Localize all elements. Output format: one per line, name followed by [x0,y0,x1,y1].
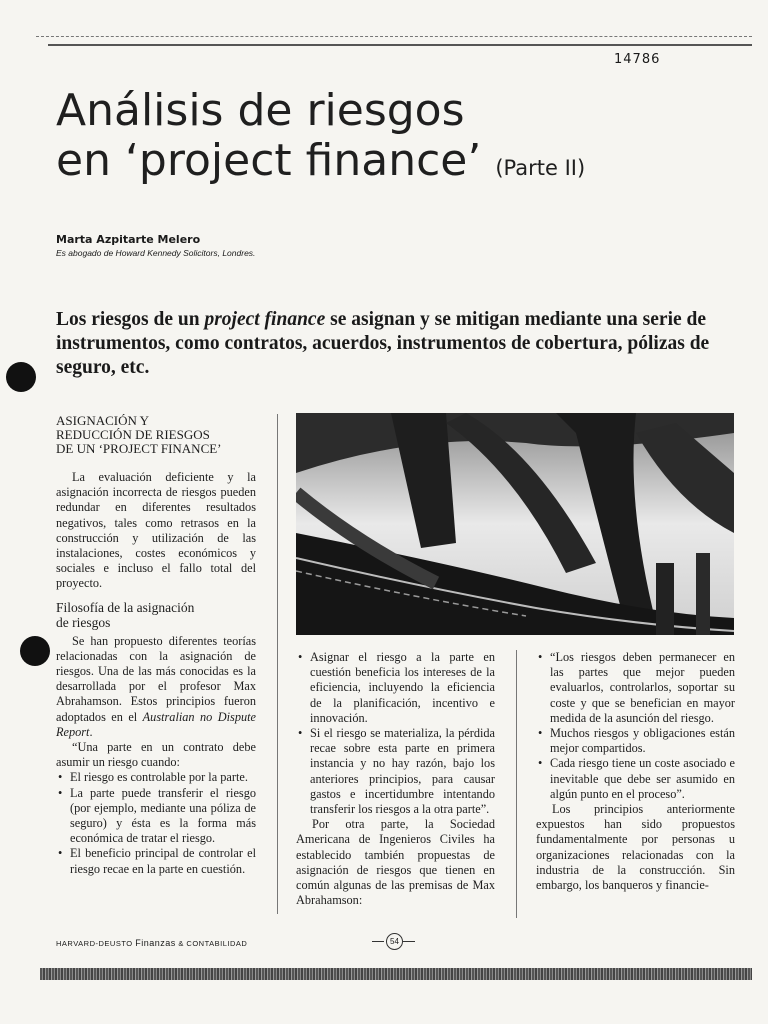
paragraph-theories: Se han propuesto diferentes teorías relacionadas con la asignación de riesgos. Una de las más conocidas es la desarrollada por el profesor Max Abrahamson. Estos principios fueron adoptados en el Australian no Dispute Report. [56,633,256,739]
column-3 [536,650,735,893]
bullet-list-1 [56,770,256,876]
author-note: Es abogado de Howard Kennedy Solicitors, Londres. [56,248,256,258]
paragraph-quote-start: “Una parte en un contrato debe asumir un riesgo cuando: [56,740,256,770]
paragraph-asce: Por otra parte, la Sociedad Americana de Ingenieros Civiles ha establecido también propuestas de asignación de riesgos que tienen en común algunas de las premisas de Max Abrahamson: [296,817,495,908]
bullet-list-3 [536,650,735,802]
list-item: • “Los riesgos deben permanecer en las partes que mejor pueden evaluarlos, controlarlos, soportar su coste y que se benefician en mayor medida de la asunción del riesgo. [536,650,735,726]
lead-paragraph [56,308,726,380]
subheading: Filosofía de la asignación de riesgos [56,599,195,630]
list-item: • La parte puede transferir el riesgo (por ejemplo, mediante una póliza de seguro) y ésta es la forma más económica de tratar el riesgo. [56,786,256,847]
list-item: • Muchos riesgos y obligaciones están mejor compartidos. [536,726,735,756]
footer-magazine: HARVARD-DEUSTO Finanzas & CONTABILIDAD [56,938,248,948]
title-line-2: en ‘project finance’ [56,135,482,186]
column-2 [296,650,495,908]
bridge-photo-graphic [296,413,734,635]
list-item: • Asignar el riesgo a la parte en cuestión beneficia los intereses de la eficiencia, incluyendo la eficiencia de la planificación, incentivo e innovación. [296,650,495,726]
list-item: • Si el riesgo se materializa, la pérdida recae sobre esta parte en primera instancia y no hay razón, bajo los anteriores principios, para causar gastos e incertidumbre intentando transferir los riesgos a la otra parte”. [296,726,495,817]
article-title [56,86,585,193]
top-rule [36,36,752,37]
column-divider-1 [277,414,278,914]
list-item: • El riesgo es controlable por la parte. [56,770,256,785]
lead-pre: Los riesgos de un [56,309,205,330]
section-heading: ASIGNACIÓN Y REDUCCIÓN DE RIESGOS DE UN ‘PROJECT FINANCE’ [56,413,222,456]
lead-emphasis: project finance [204,309,326,330]
column-1 [56,414,256,877]
list-item: • Cada riesgo tiene un coste asociado e inevitable que debe ser asumido en algún punto en el proceso”. [536,756,735,802]
bullet-list-2 [296,650,495,817]
punch-hole-bottom [20,636,50,666]
paragraph-intro: La evaluación deficiente y la asignación incorrecta de riesgos pueden redundar en diferentes resultados negativos, tales como retrasos en la construcción y utilización de las instalaciones, costes económicos y sociales e incluso el fallo total del proyecto. [56,470,256,591]
punch-hole-top [6,362,36,392]
column-divider-2 [516,650,517,918]
title-part: (Parte II) [495,156,586,180]
title-line-1: Análisis de riesgos [56,85,465,136]
bridge-photo [296,413,734,635]
list-item: • El beneficio principal de controlar el riesgo recae en la parte en cuestión. [56,846,256,876]
footer-page-number: 54 [372,932,416,950]
scan-bottom-band [40,968,752,980]
paragraph-principles: Los principios anteriormente expuestos han sido propuestos fundamentalmente por personas u organizaciones relacionadas con la industria de la construcción. Sin embargo, los banqueros y financie- [536,802,735,893]
author-name: Marta Azpitarte Melero [56,233,201,246]
page-reference: 14786 [614,52,661,67]
lead-post: se asignan y se mitigan mediante una serie de instrumentos, como contratos, acuerdos, instrumentos de cobertura, pólizas de seguro, etc. [56,309,710,378]
header-rule [48,44,752,46]
